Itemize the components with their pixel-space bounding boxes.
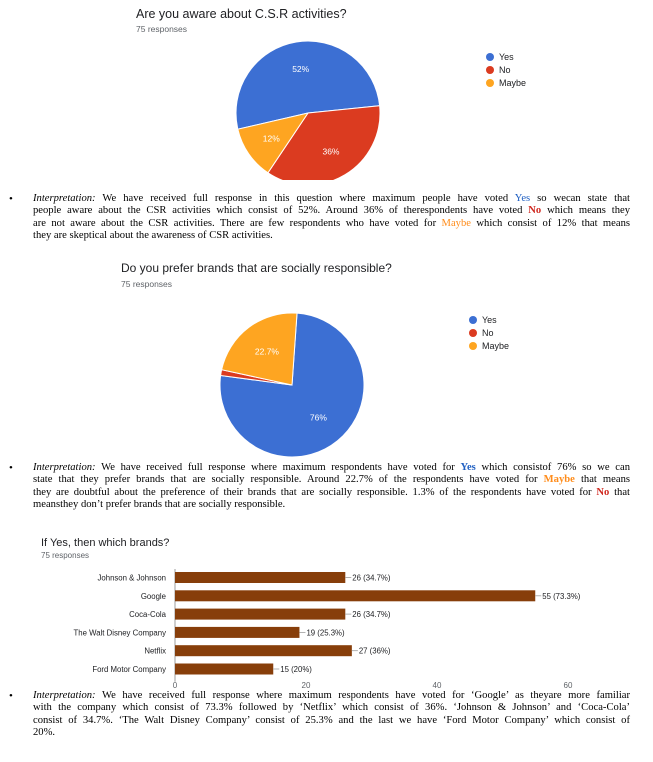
- text-run: We have received full response where maximum respondents have voted for: [95, 462, 461, 473]
- paragraph-line: [33, 727, 630, 739]
- paragraph-line: [33, 193, 630, 205]
- chart-subtitle: 75 responses: [121, 279, 173, 289]
- bar: [175, 572, 345, 583]
- paragraph-line: [33, 690, 630, 702]
- text-run: which consistof 76% so we can: [475, 462, 630, 473]
- x-tick-label: 60: [563, 681, 573, 690]
- data-label: 27 (36%): [358, 646, 391, 656]
- highlighted-text: No: [596, 486, 610, 498]
- x-tick-label: 20: [301, 681, 311, 690]
- text-run: We have received full response where maximum respondents have voted for ‘Google’ as theyare more familiar: [95, 690, 630, 701]
- text-run: so wecan state that: [530, 193, 630, 204]
- legend-label: Yes: [482, 314, 497, 325]
- pie-slice-label: 76%: [309, 412, 327, 423]
- bullet: •: [9, 690, 13, 702]
- legend-dot-icon: [486, 66, 494, 74]
- text-run: they are doubtful about the preference of their brands that are socially responsible. 1.3% of the respondents have voted for: [33, 486, 597, 498]
- legend-item-yes: [469, 313, 509, 326]
- category-label: Coca-Cola: [129, 610, 166, 620]
- paragraph-line: [33, 487, 630, 499]
- bar: [175, 664, 273, 675]
- legend-label: Yes: [499, 51, 514, 62]
- legend-item-yes: [486, 50, 526, 63]
- chart-subtitle: 75 responses: [136, 24, 188, 34]
- legend-label: Maybe: [482, 340, 510, 351]
- bar: [175, 627, 299, 638]
- highlighted-text: Maybe: [441, 217, 471, 229]
- pie-slice-label: 12%: [262, 133, 280, 144]
- text-run: meansthey don’t prefer brands that are socially responsible.: [33, 499, 286, 511]
- chart-brand-preference: [0, 255, 653, 465]
- chart-legend: [469, 313, 509, 352]
- paragraph-line: [33, 218, 630, 230]
- legend-dot-icon: [469, 342, 477, 350]
- chart-csr-awareness: [0, 0, 653, 180]
- pie-slice-label: 22.7%: [254, 346, 280, 357]
- bullet: •: [9, 462, 13, 474]
- text-run: which means they: [541, 205, 630, 217]
- category-label: Netflix: [144, 646, 166, 656]
- data-label: 55 (73.3%): [542, 591, 581, 601]
- text-run: We have received full response in this question where maximum people have voted: [95, 193, 515, 204]
- chart-brands-bar: [0, 530, 653, 690]
- chart-subtitle: 75 responses: [41, 551, 90, 560]
- paragraph-line: [33, 474, 630, 486]
- highlighted-text: Interpretation:: [33, 462, 96, 473]
- chart-legend: [486, 50, 526, 89]
- paragraph-line: [33, 462, 630, 474]
- highlighted-text: Interpretation:: [33, 690, 96, 701]
- legend-dot-icon: [486, 79, 494, 87]
- legend-item-maybe: [469, 339, 509, 352]
- x-tick-label: 0: [172, 681, 178, 690]
- legend-item-maybe: [486, 76, 526, 89]
- legend-label: Maybe: [499, 77, 527, 88]
- bar: [175, 609, 345, 620]
- highlighted-text: No: [528, 205, 542, 217]
- legend-label: No: [482, 327, 494, 338]
- interpretation-paragraph: [33, 690, 630, 740]
- category-label: The Walt Disney Company: [73, 628, 166, 638]
- text-run: that: [609, 486, 630, 498]
- paragraph-line: [33, 702, 630, 714]
- data-label: 19 (25.3%): [306, 628, 345, 638]
- legend-item-no: [486, 63, 526, 76]
- text-run: state that they prefer brands that are socially responsible. Around 22.7% of the respondents have voted for: [33, 474, 544, 486]
- bar: [175, 645, 352, 656]
- data-label: 15 (20%): [280, 665, 312, 674]
- chart-title: Do you prefer brands that are socially responsible?: [121, 261, 392, 275]
- text-run: 20%.: [33, 727, 56, 739]
- legend-item-no: [469, 326, 509, 339]
- interpretation-paragraph: [33, 193, 630, 243]
- highlighted-text: Interpretation:: [33, 193, 96, 204]
- highlighted-text: Yes: [460, 462, 476, 473]
- pie-slice-label: 36%: [322, 146, 340, 157]
- bar: [175, 590, 535, 601]
- legend-label: No: [499, 64, 511, 75]
- text-run: consist of 34.7%. ‘The Walt Disney Company’ consist of 25.3% and the last we have ‘Ford Motor Company’ which consist of: [33, 714, 630, 726]
- highlighted-text: Yes: [514, 193, 531, 204]
- category-label: Ford Motor Company: [92, 665, 166, 674]
- legend-dot-icon: [469, 316, 477, 324]
- bar-chart: [0, 530, 653, 690]
- data-label: 26 (34.7%): [352, 610, 391, 620]
- legend-dot-icon: [469, 329, 477, 337]
- text-run: they are skeptical about the awareness of CSR activities.: [33, 230, 273, 242]
- data-label: 26 (34.7%): [352, 573, 391, 583]
- interpretation-paragraph: [33, 462, 630, 512]
- text-run: people aware about the CSR activities which consist of 52%. Around 36% of therespondents have voted: [33, 205, 529, 217]
- highlighted-text: Maybe: [543, 474, 575, 486]
- legend-dot-icon: [486, 53, 494, 61]
- pie-chart: [0, 255, 653, 465]
- paragraph-line: [33, 715, 630, 727]
- category-label: Google: [140, 591, 166, 601]
- text-run: that means: [574, 474, 630, 486]
- bullet: •: [9, 193, 13, 205]
- paragraph-line: [33, 499, 630, 511]
- paragraph-line: [33, 230, 630, 242]
- text-run: which consist of 12% that means: [470, 217, 630, 229]
- text-run: are not aware about the CSR activities. There are few respondents who have voted for: [33, 217, 442, 229]
- category-label: Johnson & Johnson: [97, 573, 166, 583]
- pie-slice-label: 52%: [292, 63, 310, 74]
- x-tick-label: 40: [432, 681, 442, 690]
- chart-title: Are you aware about C.S.R activities?: [136, 7, 347, 21]
- pie-chart: [0, 0, 653, 180]
- text-run: with the company which consist of 73.3% followed by ‘Netflix’ which consist of 36%. ‘Johnson & Johnson’ and ‘Coca-Cola’: [33, 702, 630, 714]
- paragraph-line: [33, 205, 630, 217]
- chart-title: If Yes, then which brands?: [41, 537, 170, 549]
